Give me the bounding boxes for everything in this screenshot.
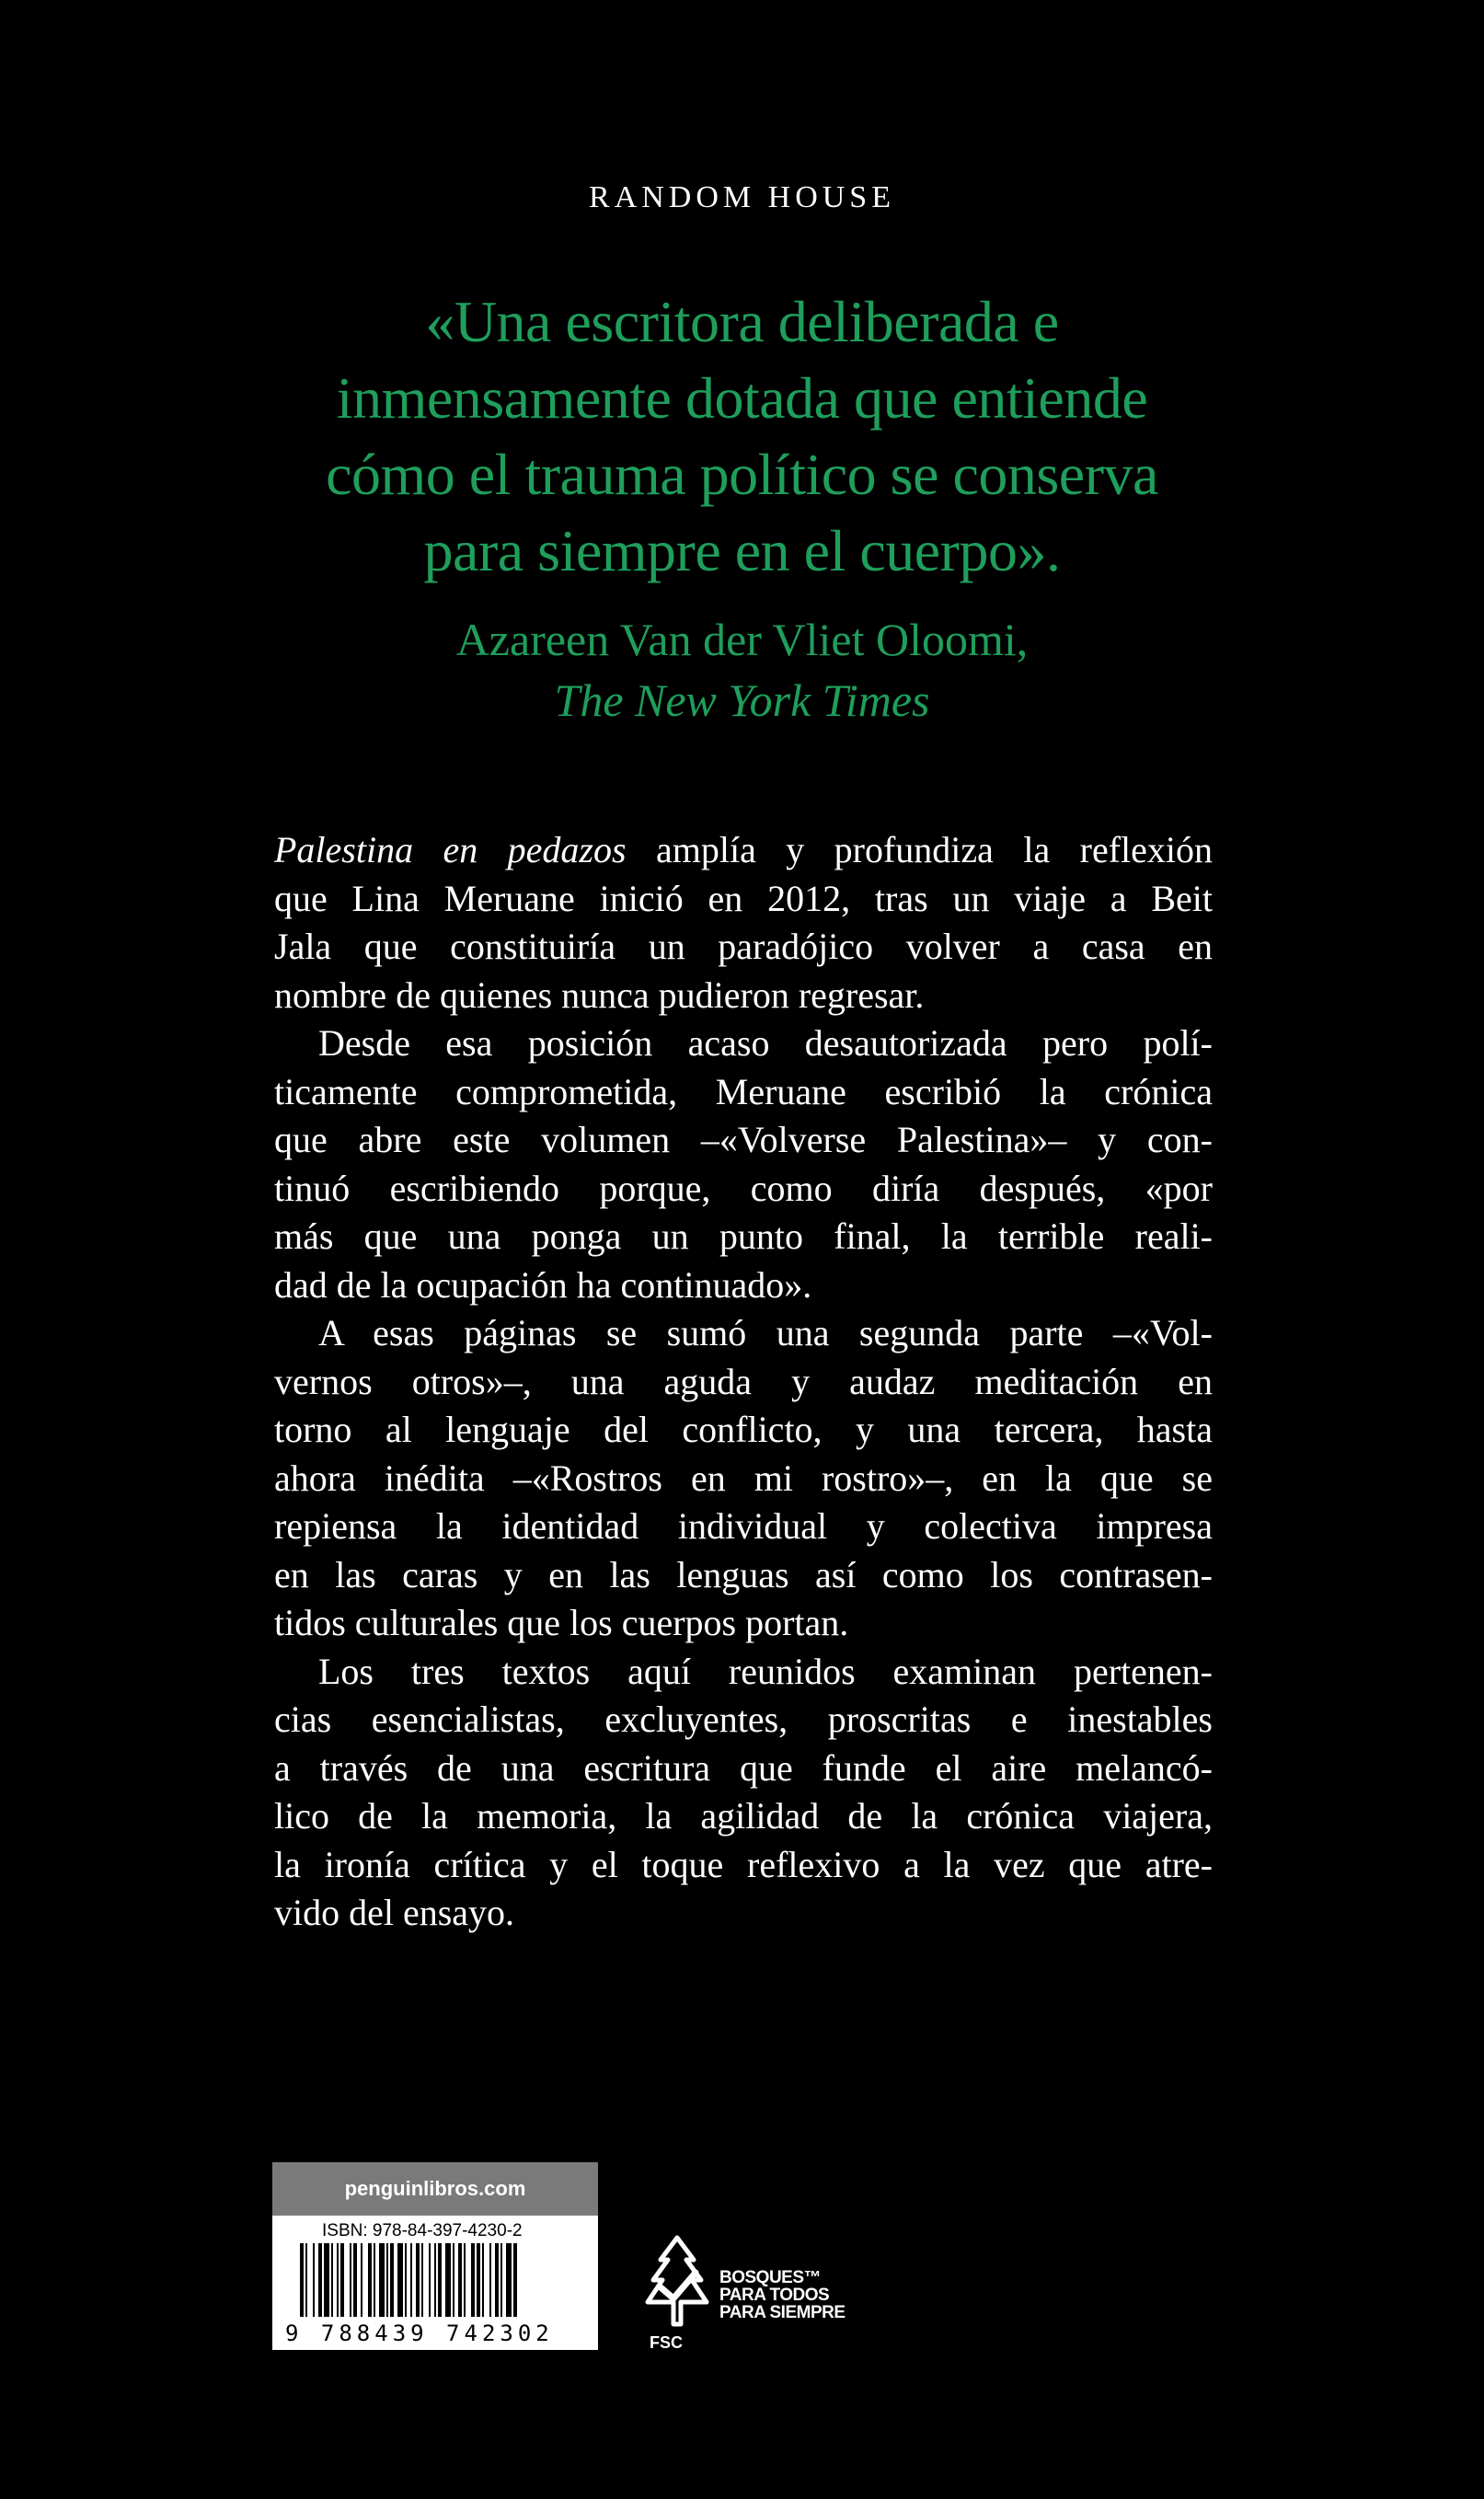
synopsis-line: vernos otros»–, una aguda y audaz meditación en bbox=[274, 1360, 1213, 1402]
publisher-name: RANDOM HOUSE bbox=[589, 180, 895, 214]
synopsis-line: nombre de quienes nunca pudieron regresar. bbox=[274, 973, 925, 1016]
fsc-label: FSC bbox=[650, 2333, 683, 2352]
quote-line: inmensamente dotada que entiende bbox=[336, 365, 1148, 431]
synopsis-line: Palestina en pedazos amplía y profundiza la reflexión bbox=[274, 829, 1214, 870]
synopsis-line: Desde esa posición acaso desautorizada pero polí- bbox=[318, 1022, 1213, 1064]
synopsis-line: tidos culturales que los cuerpos portan. bbox=[274, 1602, 849, 1643]
synopsis-line: torno al lenguaje del conflicto, y una tercera, hasta bbox=[274, 1409, 1213, 1450]
quote-source: The New York Times bbox=[554, 674, 930, 726]
synopsis-line: cias esencialistas, excluyentes, proscritas e inestables bbox=[274, 1699, 1213, 1740]
quote-line: para siempre en el cuerpo». bbox=[423, 518, 1061, 583]
quote-line: cómo el trauma político se conserva bbox=[326, 442, 1158, 507]
synopsis-line: vido del ensayo. bbox=[274, 1892, 515, 1933]
barcode-panel bbox=[272, 2162, 598, 2350]
synopsis-line: en las caras y en las lenguas así como los contrasen- bbox=[274, 1553, 1213, 1595]
synopsis-line: repiensa la identidad individual y colectiva impresa bbox=[274, 1505, 1213, 1547]
website-label: penguinlibros.com bbox=[272, 2162, 598, 2216]
synopsis-line: que abre este volumen –«Volverse Palestina»– y con- bbox=[274, 1119, 1213, 1160]
fsc-logo bbox=[637, 2225, 876, 2354]
synopsis-line: la ironía crítica y el toque reflexivo a la vez que atre- bbox=[274, 1843, 1213, 1885]
quote-author: Azareen Van der Vliet Oloomi, bbox=[455, 614, 1029, 665]
synopsis-line: lico de la memoria, la agilidad de la crónica viajera, bbox=[274, 1795, 1213, 1837]
synopsis-line: a través de una escritura que funde el aire melancó- bbox=[274, 1746, 1213, 1789]
synopsis-line: Jala que constituiría un paradójico volver a casa en bbox=[274, 926, 1213, 967]
tree-check-icon bbox=[640, 2232, 714, 2333]
quote-line: «Una escritora deliberada e bbox=[425, 289, 1059, 354]
synopsis-line: más que una ponga un punto final, la terrible reali- bbox=[274, 1215, 1213, 1257]
synopsis-line: ahora inédita –«Rostros en mi rostro»–, en la que se bbox=[274, 1457, 1213, 1499]
synopsis-line: A esas páginas se sumó una segunda parte –«Vol- bbox=[318, 1312, 1213, 1353]
synopsis-line: dad de la ocupación ha continuado». bbox=[274, 1263, 812, 1306]
synopsis bbox=[274, 826, 1213, 1938]
synopsis-line: que Lina Meruane inició en 2012, tras un viaje a Beit bbox=[274, 877, 1213, 919]
synopsis-line: Los tres textos aquí reunidos examinan pertenen- bbox=[318, 1650, 1213, 1692]
book-title: Palestina en pedazos bbox=[274, 829, 627, 870]
synopsis-line: tinuó escribiendo porque, como diría después, «por bbox=[274, 1167, 1213, 1209]
blurb-quote bbox=[212, 283, 1272, 589]
barcode-digits: 9 788439 742302 bbox=[285, 2320, 554, 2346]
fsc-slogan: BOSQUES™ PARA TODOS PARA SIEMPRE bbox=[719, 2268, 846, 2322]
barcode-icon bbox=[300, 2243, 576, 2328]
isbn-label: ISBN: 978-84-397-4230-2 bbox=[322, 2221, 523, 2240]
quote-attribution bbox=[212, 609, 1272, 731]
synopsis-line: ticamente comprometida, Meruane escribió la crónica bbox=[274, 1070, 1213, 1112]
